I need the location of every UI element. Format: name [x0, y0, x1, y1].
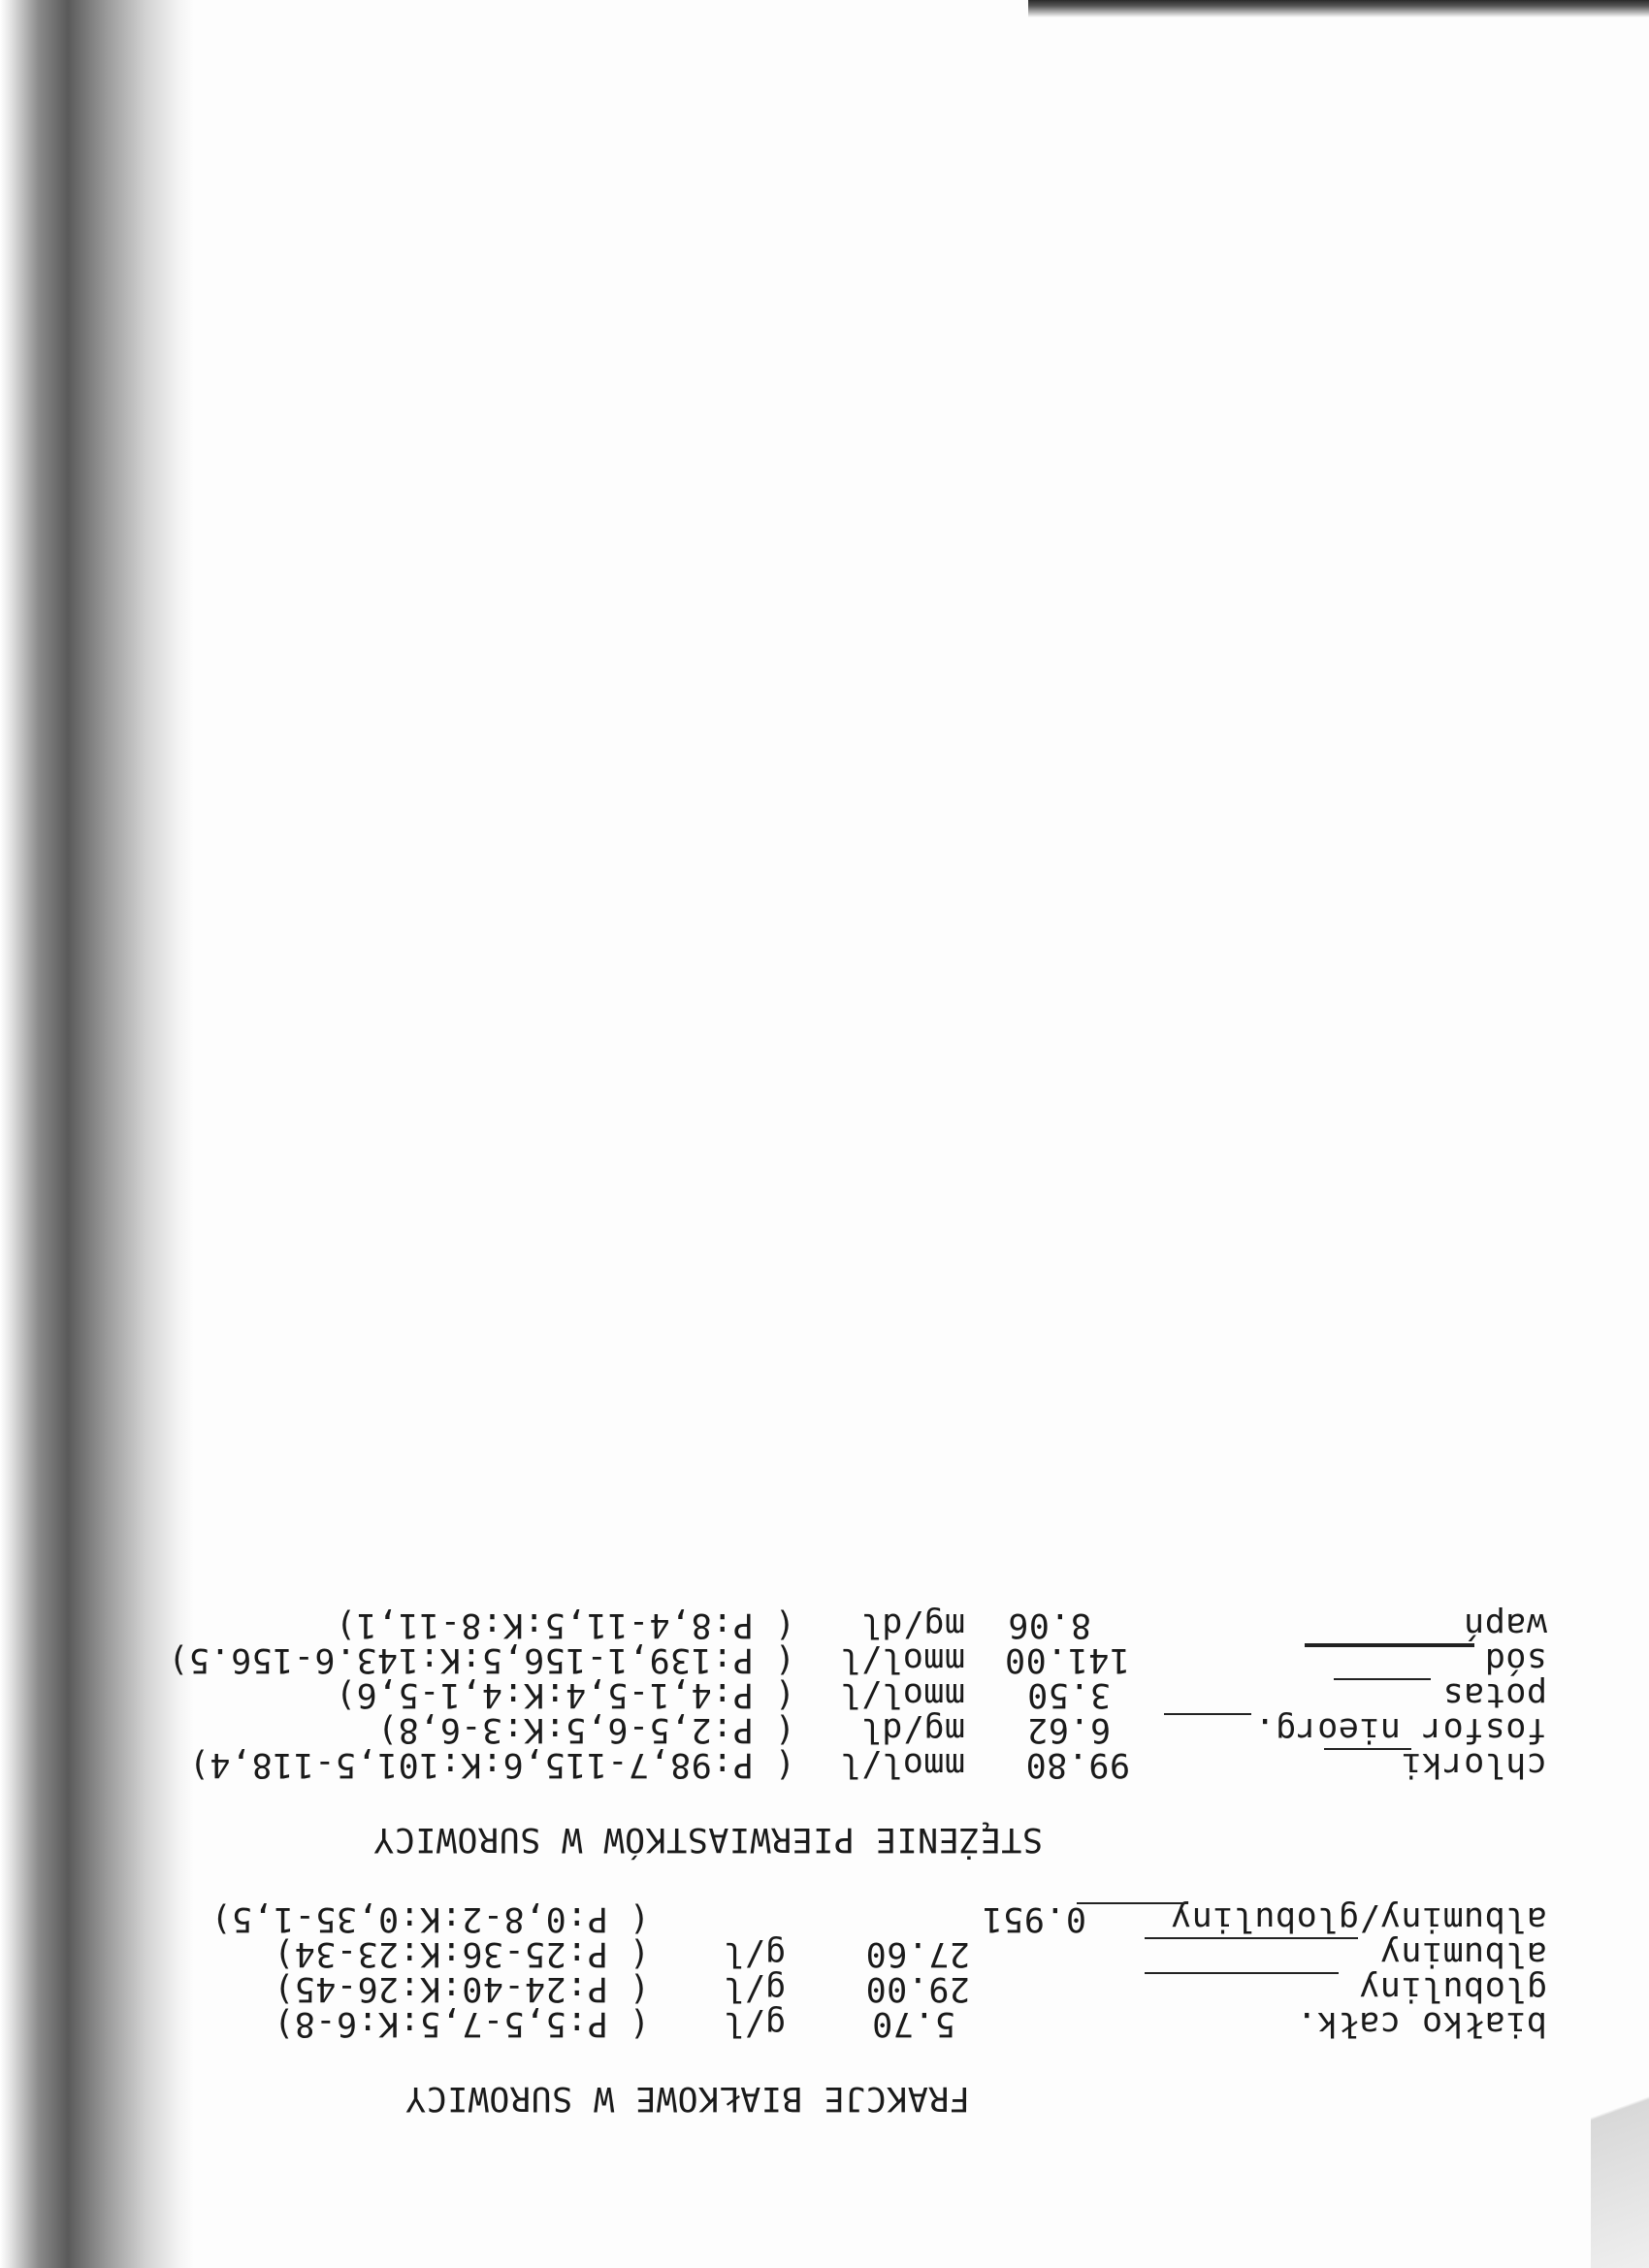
electrolyte-unit-5: mg/dl	[860, 1605, 965, 1644]
protein-range-2: ( P:24-40:K:26-45)	[273, 1969, 650, 2008]
electrolyte-unit-3: mmol/l	[839, 1675, 965, 1714]
electrolyte-value-2: 6.62	[1026, 1710, 1111, 1749]
electrolyte-blank-2	[1164, 1713, 1251, 1715]
electrolyte-unit-1: mmol/l	[839, 1745, 965, 1784]
electrolyte-name-1: chlorki	[1400, 1745, 1547, 1784]
protein-unit-3: g/l	[723, 1934, 786, 1973]
protein-range-3: ( P:25-36:K:23-34)	[273, 1934, 650, 1973]
protein-unit-2: g/l	[723, 1969, 786, 2008]
electrolytes-title: STĘŻENIE PIERWIASTKÓW W SUROWICY	[372, 1820, 1043, 1859]
electrolyte-blank-3	[1334, 1678, 1431, 1680]
electrolyte-range-3: ( P:4,1-5,4:K:4,1-5,6)	[335, 1675, 795, 1714]
protein-name-1: białko całk.	[1296, 2004, 1547, 2043]
electrolyte-name-5: wapń	[1463, 1605, 1547, 1644]
protein-blank-2	[1145, 1972, 1339, 1974]
electrolyte-range-2: ( P:2,5-6,5:K:3-6,8)	[376, 1710, 795, 1749]
protein-value-4: 0.951	[982, 1899, 1086, 1938]
protein-range-4: ( P:0,8-2:K:0,35-1,5)	[210, 1899, 650, 1938]
protein-blank-4	[1077, 1902, 1188, 1904]
electrolyte-value-3: 3.50	[1026, 1675, 1111, 1714]
protein-unit-1: g/l	[723, 2004, 786, 2043]
electrolyte-blank-5	[1305, 1645, 1474, 1647]
electrolyte-range-4: ( P:139,1-156,5:K:143.6-156.5)	[167, 1640, 795, 1679]
protein-name-3: albuminy	[1379, 1934, 1547, 1973]
electrolyte-name-4: sód	[1484, 1640, 1547, 1679]
protein-value-2: 29.00	[865, 1969, 970, 2008]
protein-name-2: globuliny	[1358, 1969, 1547, 2008]
protein-value-1: 5.70	[871, 2004, 955, 2043]
electrolyte-name-2: fosfor nieorg.	[1253, 1710, 1547, 1749]
electrolyte-value-4: 141.00	[1004, 1640, 1130, 1679]
protein-name-4: albuminy/globuliny	[1170, 1899, 1547, 1938]
protein-value-3: 27.60	[865, 1934, 970, 1973]
electrolyte-range-5: ( P:8,4-11,5:K:8-11,1)	[335, 1605, 795, 1644]
electrolyte-value-5: 8.06	[1007, 1605, 1091, 1644]
protein-title: FRAKCJE BIAŁKOWE W SUROWICY	[404, 2079, 970, 2118]
electrolyte-unit-4: mmol/l	[839, 1640, 965, 1679]
electrolyte-unit-2: mg/dl	[860, 1710, 965, 1749]
electrolyte-name-3: potas	[1442, 1675, 1547, 1714]
electrolyte-range-1: ( P:98,7-115,6:K:101,5-118,4)	[188, 1745, 795, 1784]
protein-range-1: ( P:5,5-7,5:K:6-8)	[273, 2004, 650, 2043]
electrolyte-value-1: 99.80	[1025, 1745, 1130, 1784]
